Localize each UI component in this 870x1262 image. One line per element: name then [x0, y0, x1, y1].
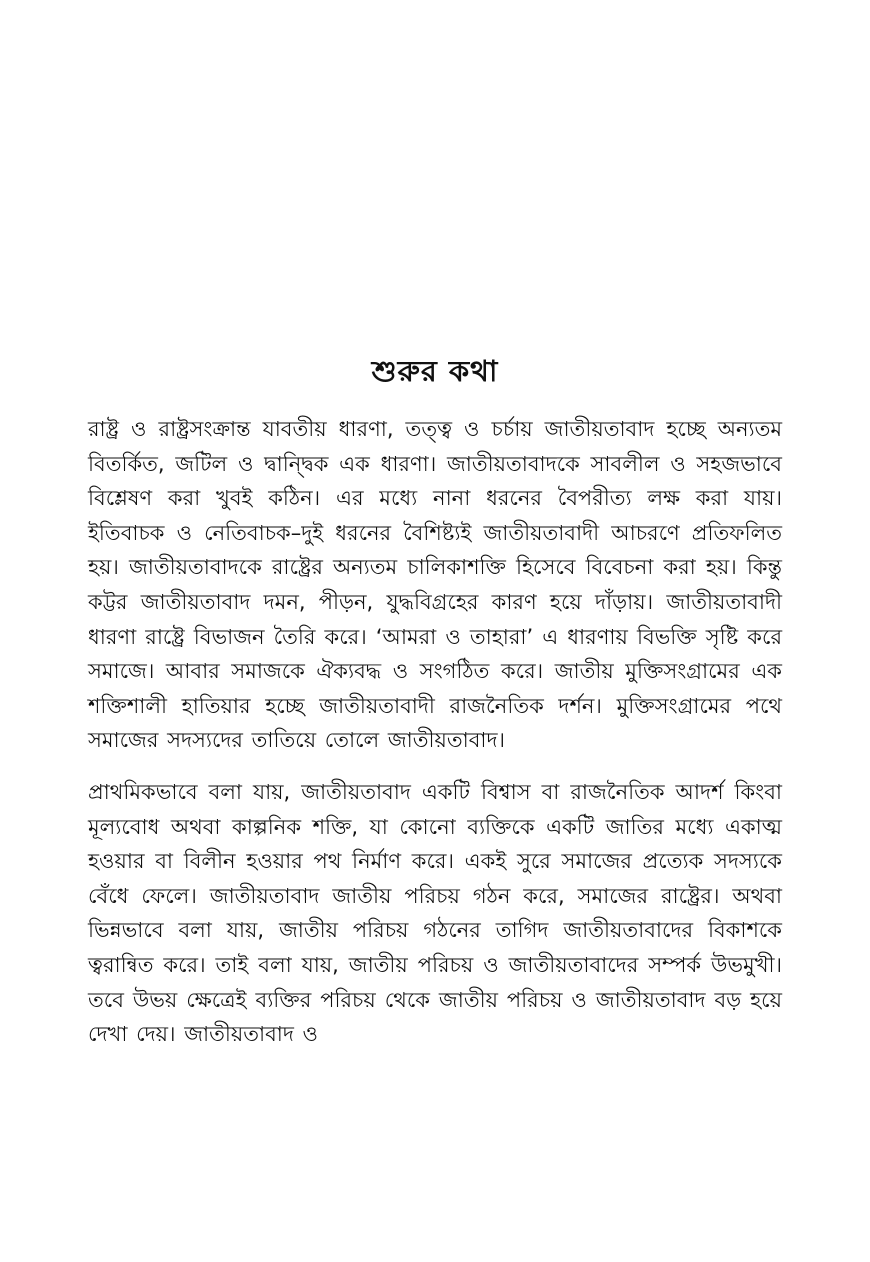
- paragraph-1: রাষ্ট্র ও রাষ্ট্রসংক্রান্ত যাবতীয় ধারণা, তত্ত্ব ও চর্চায় জাতীয়তাবাদ হচ্ছে অন্যতম বিতর্কিত, জটিল ও দ্বান্দ্বিক এক ধারণা। জাতীয়তাবাদকে সাবলীল ও সহজভাবে বিশ্লেষণ করা খুবই কঠিন। এর মধ্যে নানা ধরনের বৈপরীত্য লক্ষ করা যায়। ইতিবাচক ও নেতিবাচক–দুই ধরনের বৈশিষ্ট্যই জাতীয়তাবাদী আচরণে প্রতিফলিত হয়। জাতীয়তাবাদকে রাষ্ট্রের অন্যতম চালিকাশক্তি হিসেবে বিবেচনা করা হয়। কিন্তু কট্টর জাতীয়তাবাদ দমন, পীড়ন, যুদ্ধবিগ্রহের কারণ হয়ে দাঁড়ায়। জাতীয়তাবাদী ধারণা রাষ্ট্রে বিভাজন তৈরি করে। ‘আমরা ও তাহারা’ এ ধারণায় বিভক্তি সৃষ্টি করে সমাজে। আবার সমাজকে ঐক্যবদ্ধ ও সংগঠিত করে। জাতীয় মুক্তিসংগ্রামের এক শক্তিশালী হাতিয়ার হচ্ছে জাতীয়তাবাদী রাজনৈতিক দর্শন। মুক্তিসংগ্রামের পথে সমাজের সদস্যদের তাতিয়ে তোলে জাতীয়তাবাদ।: [88, 417, 782, 753]
- chapter-title: শুরুর কথা: [371, 354, 499, 389]
- body-text: [88, 412, 782, 1052]
- paragraph-2: প্রাথমিকভাবে বলা যায়, জাতীয়তাবাদ একটি বিশ্বাস বা রাজনৈতিক আদর্শ কিংবা মূল্যবোধ অথবা কাল্পনিক শক্তি, যা কোনো ব্যক্তিকে একটি জাতির মধ্যে একাত্ম হওয়ার বা বিলীন হওয়ার পথ নির্মাণ করে। একই সুরে সমাজের প্রত্যেক সদস্যকে বেঁধে ফেলে। জাতীয়তাবাদ জাতীয় পরিচয় গঠন করে, সমাজের রাষ্ট্রের। অথবা ভিন্নভাবে বলা যায়, জাতীয় পরিচয় গঠনের তাগিদ জাতীয়তাবাদের বিকাশকে ত্বরান্বিত করে। তাই বলা যায়, জাতীয় পরিচয় ও জাতীয়তাবাদের সম্পর্ক উভমুখী। তবে উভয় ক্ষেত্রেই ব্যক্তির পরিচয় থেকে জাতীয় পরিচয় ও জাতীয়তাবাদ বড় হয়ে দেখা দেয়। জাতীয়তাবাদ ও: [88, 779, 782, 1047]
